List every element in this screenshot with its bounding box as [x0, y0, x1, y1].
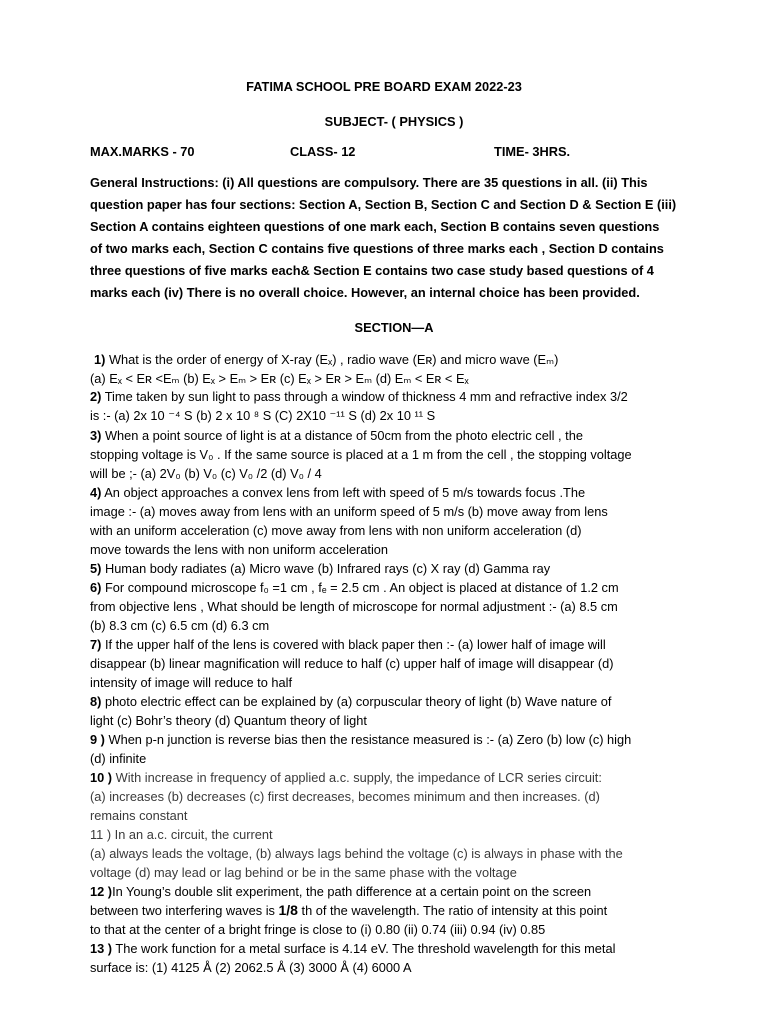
question-number: 5)	[90, 561, 102, 576]
question-text: An object approaches a convex lens from left with speed of 5 m/s towards focus .The	[104, 485, 586, 500]
instruction-line: marks each (iv) There is no overall choice. However, an internal choice has been provided.	[90, 285, 640, 300]
question-number: 9 )	[90, 732, 105, 747]
question-8	[90, 692, 678, 711]
question-6-line: from objective lens , What should be length of microscope for normal adjustment :- (a) 8.5 cm	[90, 599, 618, 614]
time-label: TIME- 3HRS.	[494, 144, 571, 159]
question-text: In an a.c. circuit, the current	[114, 827, 273, 842]
question-12	[90, 882, 678, 901]
question-10-options: remains constant	[90, 808, 188, 823]
instruction-line: Section A contains eighteen questions of one mark each, Section B contains seven questions	[90, 219, 660, 234]
instruction-line: General Instructions: (i) All questions are compulsory. There are 35 questions in all. (ii) This	[90, 175, 648, 190]
question-11-options: (a) always leads the voltage, (b) always lags behind the voltage (c) is always in phase with the	[90, 846, 623, 861]
question-text: If the upper half of the lens is covered with black paper then :- (a) lower half of image will	[104, 637, 606, 652]
question-9-options: (d) infinite	[90, 751, 147, 766]
question-7	[90, 635, 678, 654]
question-1-options: (a) Eₓ < Eʀ <Eₘ (b) Eₓ > Eₘ > Eʀ (c) Eₓ > Eʀ > Eₘ (d) Eₘ < Eʀ < Eₓ	[90, 371, 469, 386]
question-3-options: will be ;- (a) 2V₀ (b) V₀ (c) V₀ /2 (d) V₀ / 4	[90, 466, 322, 481]
question-5	[90, 559, 678, 578]
question-8-options: light (c) Bohr’s theory (d) Quantum theory of light	[90, 713, 367, 728]
question-text: In Young’s double slit experiment, the path difference at a certain point on the screen	[112, 884, 592, 899]
question-number: 2)	[90, 389, 102, 404]
question-number: 10 )	[90, 770, 113, 785]
question-text: photo electric effect can be explained by (a) corpuscular theory of light (b) Wave nature of	[104, 694, 612, 709]
fraction: 1/8	[278, 902, 298, 918]
question-6-options: (b) 8.3 cm (c) 6.5 cm (d) 6.3 cm	[90, 618, 270, 633]
question-7-line: disappear (b) linear magnification will reduce to half (c) upper half of image will disappear (d)	[90, 656, 614, 671]
section-title: SECTION—A	[354, 320, 434, 335]
question-text: For compound microscope f₀ =1 cm , fₑ = 2.5 cm . An object is placed at distance of 1.2 cm	[104, 580, 619, 595]
question-2	[90, 387, 678, 406]
question-10	[90, 768, 678, 787]
question-number: 8)	[90, 694, 102, 709]
question-3	[90, 426, 678, 445]
question-text: What is the order of energy of X-ray (Eₓ) , radio wave (Eʀ) and micro wave (Eₘ)	[108, 352, 559, 367]
question-4-line: image :- (a) moves away from lens with an uniform speed of 5 m/s (b) move away from lens	[90, 504, 608, 519]
question-13-options: surface is: (1) 4125 Å (2) 2062.5 Å (3) 3000 Å (4) 6000 A	[90, 960, 412, 975]
question-4-line: move towards the lens with non uniform acceleration	[90, 542, 389, 557]
question-text: When a point source of light is at a distance of 50cm from the photo electric cell , the	[104, 428, 583, 443]
question-number: 1)	[94, 352, 106, 367]
question-12-line	[90, 901, 678, 920]
question-11-options: voltage (d) may lead or lag behind or be in the same phase with the voltage	[90, 865, 517, 880]
question-11	[90, 825, 678, 844]
question-1	[94, 350, 678, 369]
question-9	[90, 730, 678, 749]
instruction-line: three questions of five marks each& Section E contains two case study based questions of 4	[90, 263, 654, 278]
question-number: 7)	[90, 637, 102, 652]
question-3-line: stopping voltage is V₀ . If the same source is placed at a 1 m from the cell , the stopping voltage	[90, 447, 632, 462]
instruction-line: of two marks each, Section C contains five questions of three marks each , Section D contains	[90, 241, 664, 256]
question-number: 11 )	[90, 827, 112, 842]
question-number: 3)	[90, 428, 102, 443]
question-10-options: (a) increases (b) decreases (c) first decreases, becomes minimum and then increases. (d)	[90, 789, 600, 804]
question-number: 4)	[90, 485, 102, 500]
question-number: 13 )	[90, 941, 113, 956]
exam-title: FATIMA SCHOOL PRE BOARD EXAM 2022-23	[246, 79, 522, 94]
question-text: When p-n junction is reverse bias then the resistance measured is :- (a) Zero (b) low (c) high	[108, 732, 632, 747]
question-number: 6)	[90, 580, 102, 595]
subject-line: SUBJECT- ( PHYSICS )	[324, 114, 464, 129]
question-13	[90, 939, 678, 958]
question-number: 12 )	[90, 884, 113, 899]
question-2-options: is :- (a) 2x 10 ⁻⁴ S (b) 2 x 10 ⁸ S (C) 2X10 ⁻¹¹ S (d) 2x 10 ¹¹ S	[90, 408, 436, 423]
question-text: Human body radiates (a) Micro wave (b) Infrared rays (c) X ray (d) Gamma ray	[104, 561, 551, 576]
max-marks: MAX.MARKS - 70	[90, 144, 195, 159]
question-text: The work function for a metal surface is 4.14 eV. The threshold wavelength for this metal	[115, 941, 616, 956]
question-4-line: with an uniform acceleration (c) move away from lens with non uniform acceleration (d)	[90, 523, 582, 538]
question-6	[90, 578, 678, 597]
question-text: between two interfering waves is	[90, 903, 279, 918]
instruction-line: question paper has four sections: Section A, Section B, Section C and Section D & Section E (iii)	[90, 197, 677, 212]
question-12-options: to that at the center of a bright fringe is close to (i) 0.80 (ii) 0.74 (iii) 0.94 (iv) 0.85	[90, 922, 546, 937]
question-text: With increase in frequency of applied a.c. supply, the impedance of LCR series circuit:	[115, 770, 602, 785]
question-text: Time taken by sun light to pass through a window of thickness 4 mm and refractive index 3/2	[104, 389, 628, 404]
question-4	[90, 483, 678, 502]
question-text: th of the wavelength. The ratio of intensity at this point	[297, 903, 608, 918]
class-label: CLASS- 12	[290, 144, 356, 159]
question-7-line: intensity of image will reduce to half	[90, 675, 293, 690]
